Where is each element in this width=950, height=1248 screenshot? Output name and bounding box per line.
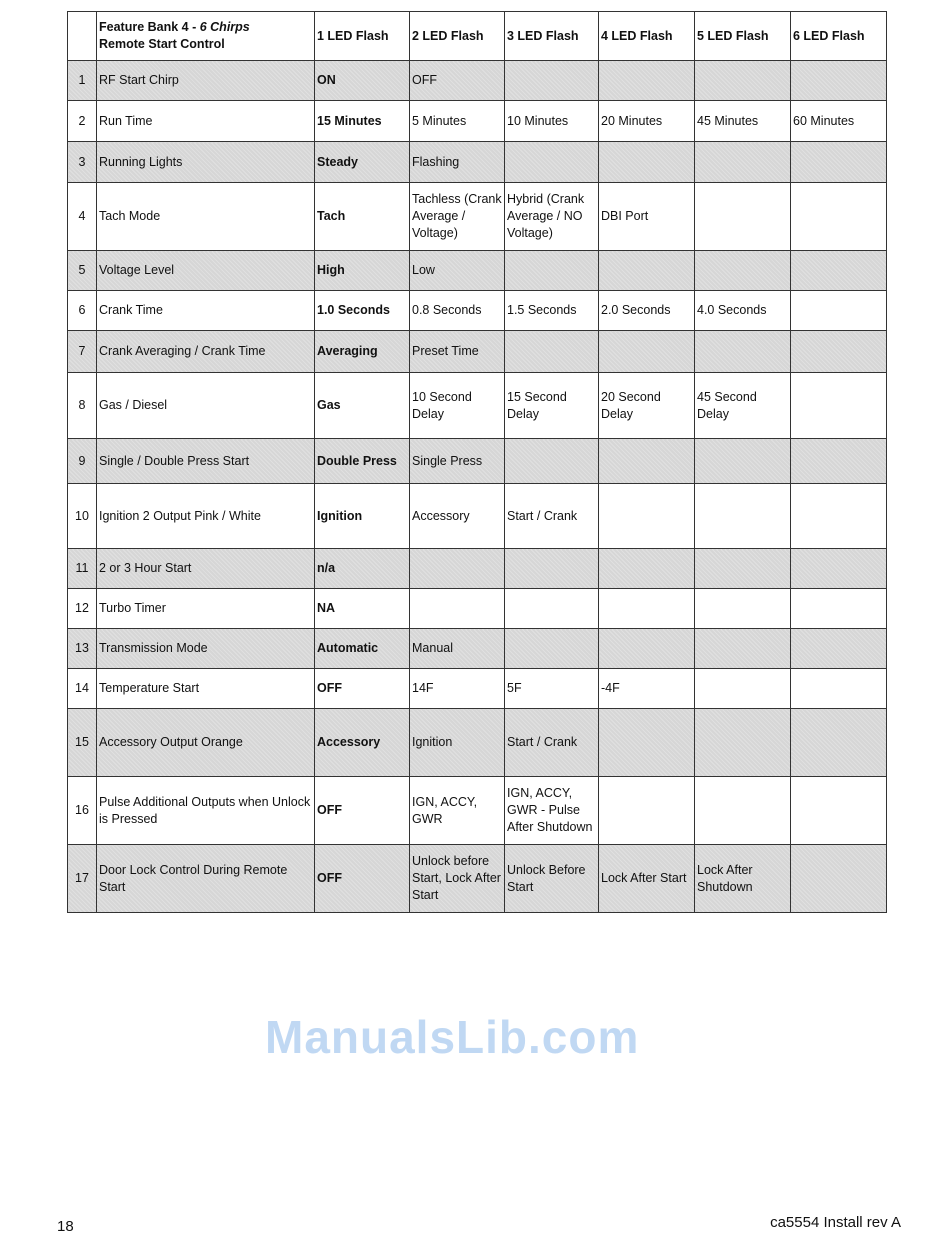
- option-cell: [695, 439, 791, 484]
- option-cell: Manual: [410, 629, 505, 669]
- table-row: [68, 777, 887, 845]
- option-cell: [791, 439, 887, 484]
- default-value-cell: ON: [315, 61, 410, 101]
- option-cell: IGN, ACCY, GWR: [410, 777, 505, 845]
- option-cell: DBI Port: [599, 183, 695, 251]
- default-value-cell: Ignition: [315, 484, 410, 549]
- default-value-cell: Tach: [315, 183, 410, 251]
- option-cell: [695, 251, 791, 291]
- row-number: 8: [68, 373, 97, 439]
- feature-name: Pulse Additional Outputs when Unlock is Pressed: [97, 777, 315, 845]
- option-cell: Hybrid (Crank Average / NO Voltage): [505, 183, 599, 251]
- feature-name: RF Start Chirp: [97, 61, 315, 101]
- option-cell: 20 Second Delay: [599, 373, 695, 439]
- table-row: [68, 142, 887, 183]
- option-cell: Single Press: [410, 439, 505, 484]
- page-number: 18: [57, 1218, 74, 1235]
- option-cell: [791, 183, 887, 251]
- option-cell: [695, 183, 791, 251]
- feature-name: Running Lights: [97, 142, 315, 183]
- option-cell: [695, 484, 791, 549]
- option-cell: [599, 61, 695, 101]
- table-row: [68, 61, 887, 101]
- table-row: [68, 291, 887, 331]
- option-cell: [791, 709, 887, 777]
- option-cell: 4.0 Seconds: [695, 291, 791, 331]
- option-cell: [695, 777, 791, 845]
- table-row: [68, 589, 887, 629]
- option-cell: Lock After Shutdown: [695, 845, 791, 913]
- table-row: [68, 331, 887, 373]
- option-cell: [791, 845, 887, 913]
- column-header: 5 LED Flash: [695, 12, 791, 61]
- feature-name: Tach Mode: [97, 183, 315, 251]
- option-cell: [695, 331, 791, 373]
- option-cell: 10 Minutes: [505, 101, 599, 142]
- option-cell: [599, 142, 695, 183]
- option-cell: [505, 142, 599, 183]
- table-row: [68, 101, 887, 142]
- option-cell: 10 Second Delay: [410, 373, 505, 439]
- feature-name: Transmission Mode: [97, 629, 315, 669]
- option-cell: [791, 373, 887, 439]
- feature-bank-table: [67, 11, 887, 913]
- option-cell: [505, 331, 599, 373]
- option-cell: 45 Second Delay: [695, 373, 791, 439]
- row-number: 12: [68, 589, 97, 629]
- option-cell: 2.0 Seconds: [599, 291, 695, 331]
- feature-name: Gas / Diesel: [97, 373, 315, 439]
- column-header: 6 LED Flash: [791, 12, 887, 61]
- feature-name: Single / Double Press Start: [97, 439, 315, 484]
- option-cell: Low: [410, 251, 505, 291]
- option-cell: [599, 549, 695, 589]
- option-cell: 5F: [505, 669, 599, 709]
- row-number: 17: [68, 845, 97, 913]
- option-cell: Start / Crank: [505, 709, 599, 777]
- option-cell: 5 Minutes: [410, 101, 505, 142]
- option-cell: [695, 549, 791, 589]
- option-cell: Start / Crank: [505, 484, 599, 549]
- default-value-cell: NA: [315, 589, 410, 629]
- option-cell: [695, 589, 791, 629]
- feature-name: Turbo Timer: [97, 589, 315, 629]
- option-cell: Unlock Before Start: [505, 845, 599, 913]
- feature-name: 2 or 3 Hour Start: [97, 549, 315, 589]
- option-cell: [791, 484, 887, 549]
- default-value-cell: OFF: [315, 845, 410, 913]
- option-cell: 0.8 Seconds: [410, 291, 505, 331]
- row-number: 13: [68, 629, 97, 669]
- option-cell: [599, 439, 695, 484]
- table-row: [68, 845, 887, 913]
- default-value-cell: OFF: [315, 777, 410, 845]
- row-number: 5: [68, 251, 97, 291]
- default-value-cell: High: [315, 251, 410, 291]
- option-cell: [791, 629, 887, 669]
- option-cell: Unlock before Start, Lock After Start: [410, 845, 505, 913]
- table-row: [68, 669, 887, 709]
- row-number: 15: [68, 709, 97, 777]
- option-cell: 15 Second Delay: [505, 373, 599, 439]
- watermark: ManualsLib.com: [265, 1011, 640, 1063]
- row-number: 10: [68, 484, 97, 549]
- option-cell: Lock After Start: [599, 845, 695, 913]
- column-header: 2 LED Flash: [410, 12, 505, 61]
- option-cell: [505, 629, 599, 669]
- column-header: 1 LED Flash: [315, 12, 410, 61]
- default-value-cell: 1.0 Seconds: [315, 291, 410, 331]
- row-number: 2: [68, 101, 97, 142]
- default-value-cell: 15 Minutes: [315, 101, 410, 142]
- feature-name: Run Time: [97, 101, 315, 142]
- feature-name: Door Lock Control During Remote Start: [97, 845, 315, 913]
- row-number: 14: [68, 669, 97, 709]
- title-line2: Remote Start Control: [99, 37, 225, 51]
- document-id: ca5554 Install rev A: [770, 1214, 901, 1231]
- option-cell: [599, 251, 695, 291]
- option-cell: IGN, ACCY, GWR - Pulse After Shutdown: [505, 777, 599, 845]
- row-number: 6: [68, 291, 97, 331]
- option-cell: [599, 589, 695, 629]
- option-cell: [791, 291, 887, 331]
- option-cell: [599, 777, 695, 845]
- default-value-cell: Accessory: [315, 709, 410, 777]
- feature-name: Temperature Start: [97, 669, 315, 709]
- row-number: 4: [68, 183, 97, 251]
- row-number: 7: [68, 331, 97, 373]
- option-cell: [505, 549, 599, 589]
- option-cell: [505, 589, 599, 629]
- option-cell: [695, 629, 791, 669]
- title-prefix: Feature Bank 4 -: [99, 20, 200, 34]
- option-cell: Preset Time: [410, 331, 505, 373]
- option-cell: 14F: [410, 669, 505, 709]
- default-value-cell: n/a: [315, 549, 410, 589]
- option-cell: [695, 142, 791, 183]
- option-cell: [791, 589, 887, 629]
- table-row: [68, 251, 887, 291]
- option-cell: Flashing: [410, 142, 505, 183]
- option-cell: [505, 61, 599, 101]
- table-row: [68, 183, 887, 251]
- feature-name: Voltage Level: [97, 251, 315, 291]
- option-cell: OFF: [410, 61, 505, 101]
- option-cell: 45 Minutes: [695, 101, 791, 142]
- default-value-cell: Averaging: [315, 331, 410, 373]
- table-row: [68, 629, 887, 669]
- option-cell: [791, 331, 887, 373]
- option-cell: 60 Minutes: [791, 101, 887, 142]
- option-cell: Ignition: [410, 709, 505, 777]
- column-header: 4 LED Flash: [599, 12, 695, 61]
- option-cell: [599, 709, 695, 777]
- option-cell: [410, 549, 505, 589]
- option-cell: [791, 61, 887, 101]
- title-chirps: 6 Chirps: [199, 20, 250, 34]
- feature-name: Accessory Output Orange: [97, 709, 315, 777]
- table-row: [68, 549, 887, 589]
- option-cell: [695, 669, 791, 709]
- row-number: 9: [68, 439, 97, 484]
- option-cell: -4F: [599, 669, 695, 709]
- option-cell: [791, 251, 887, 291]
- default-value-cell: Automatic: [315, 629, 410, 669]
- table-row: [68, 709, 887, 777]
- option-cell: [505, 251, 599, 291]
- option-cell: [599, 484, 695, 549]
- header-title-cell: [97, 12, 315, 61]
- option-cell: 1.5 Seconds: [505, 291, 599, 331]
- option-cell: [599, 331, 695, 373]
- feature-name: Crank Averaging / Crank Time: [97, 331, 315, 373]
- option-cell: [791, 777, 887, 845]
- table-row: [68, 373, 887, 439]
- row-number: 16: [68, 777, 97, 845]
- row-number: 3: [68, 142, 97, 183]
- option-cell: [410, 589, 505, 629]
- option-cell: [599, 629, 695, 669]
- option-cell: [791, 669, 887, 709]
- option-cell: [505, 439, 599, 484]
- option-cell: [791, 549, 887, 589]
- option-cell: [695, 61, 791, 101]
- feature-name: Crank Time: [97, 291, 315, 331]
- table-row: [68, 439, 887, 484]
- feature-name: Ignition 2 Output Pink / White: [97, 484, 315, 549]
- column-header: 3 LED Flash: [505, 12, 599, 61]
- default-value-cell: Gas: [315, 373, 410, 439]
- option-cell: [791, 142, 887, 183]
- option-cell: [695, 709, 791, 777]
- option-cell: Accessory: [410, 484, 505, 549]
- default-value-cell: Steady: [315, 142, 410, 183]
- option-cell: Tachless (Crank Average / Voltage): [410, 183, 505, 251]
- table-row: [68, 484, 887, 549]
- default-value-cell: Double Press: [315, 439, 410, 484]
- row-number: 11: [68, 549, 97, 589]
- table-header-row: [68, 12, 887, 61]
- row-number: 1: [68, 61, 97, 101]
- default-value-cell: OFF: [315, 669, 410, 709]
- header-num-cell: [68, 12, 97, 61]
- option-cell: 20 Minutes: [599, 101, 695, 142]
